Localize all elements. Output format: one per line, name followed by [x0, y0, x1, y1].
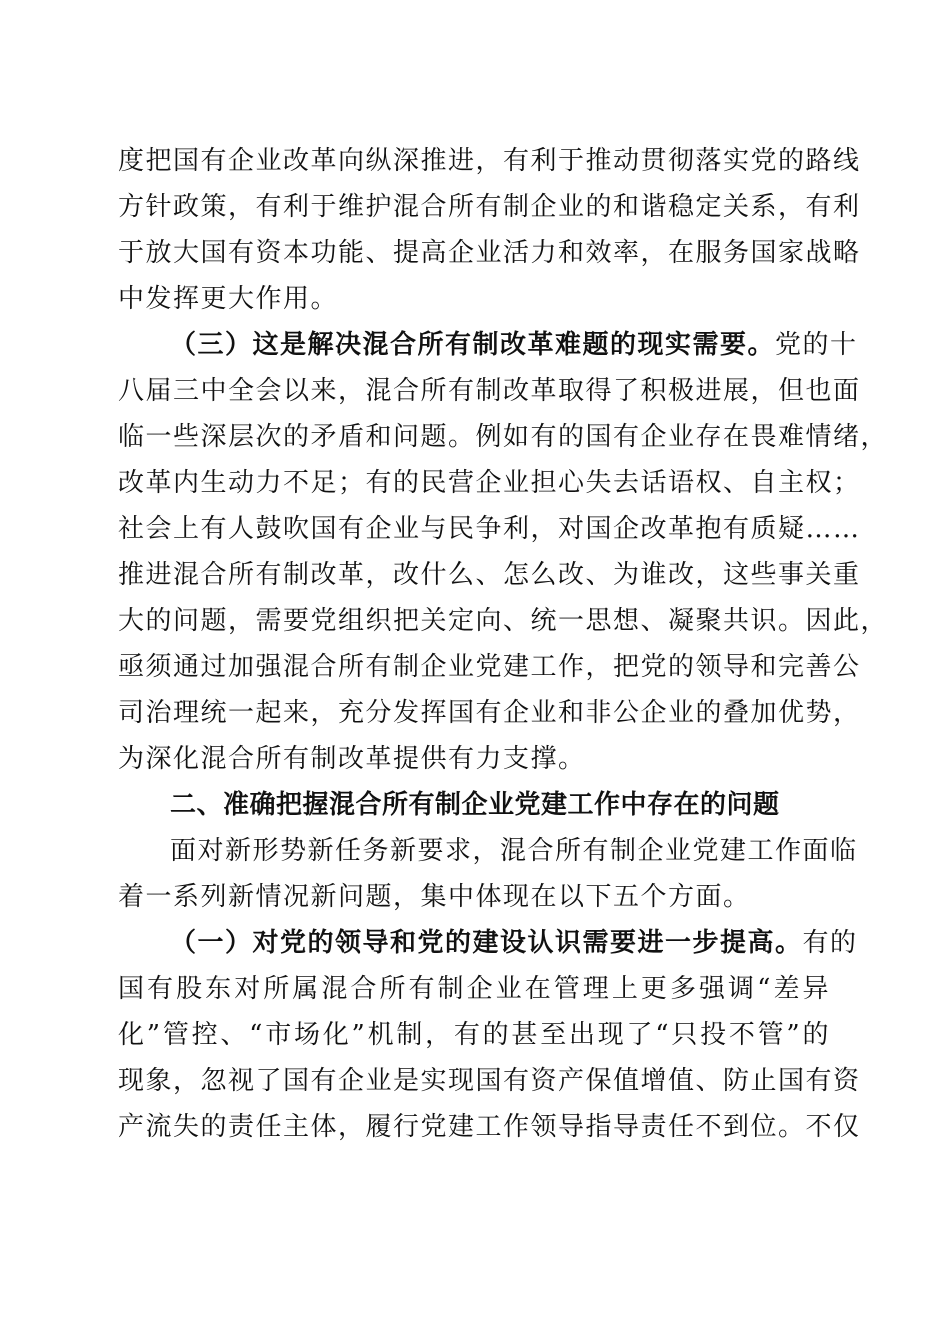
paragraph-line: 临一些深层次的矛盾和问题。例如有的国有企业存在畏难情绪， [118, 422, 889, 452]
paragraph-line: 于放大国有资本功能、提高企业活力和效率，在服务国家战略 [118, 238, 861, 268]
paragraph-line: 方针政策，有利于维护混合所有制企业的和谐稳定关系，有利 [118, 192, 861, 222]
paragraph-line: 中发挥更大作用。 [118, 284, 339, 314]
paragraph-line: 大的问题，需要党组织把关定向、统一思想、凝聚共识。因此， [118, 606, 889, 636]
paragraph-line: 司治理统一起来，充分发挥国有企业和非公企业的叠加优势， [118, 698, 861, 728]
section-3-heading: （三）这是解决混合所有制改革难题的现实需要。 [170, 330, 776, 360]
paragraph-line: 八届三中全会以来，混合所有制改革取得了积极进展，但也面 [118, 376, 861, 406]
paragraph-line: 现象，忽视了国有企业是实现国有资产保值增值、防止国有资 [118, 1066, 861, 1096]
subsection-1-heading: （一）对党的领导和党的建设认识需要进一步提高。 [170, 928, 803, 958]
paragraph-line: 改革内生动力不足；有的民营企业担心失去话语权、自主权； [118, 468, 861, 498]
paragraph-line: 亟须通过加强混合所有制企业党建工作，把党的领导和完善公 [118, 652, 861, 682]
paragraph-line: 社会上有人鼓吹国有企业与民争利，对国企改革抱有质疑…… [118, 514, 861, 544]
paragraph-line: 国有股东对所属混合所有制企业在管理上更多强调“差异 [118, 974, 830, 1004]
section-3-lead-line [170, 322, 858, 368]
paragraph-line: 产流失的责任主体，履行党建工作领导指导责任不到位。不仅 [118, 1112, 861, 1142]
section-3-lead-text: 党的十 [775, 330, 858, 360]
section-2-heading: 二、准确把握混合所有制企业党建工作中存在的问题 [170, 790, 780, 820]
paragraph-line: 度把国有企业改革向纵深推进，有利于推动贯彻落实党的路线 [118, 146, 861, 176]
paragraph-line: 着一系列新情况新问题，集中体现在以下五个方面。 [118, 882, 751, 912]
subsection-1-lead-line [170, 920, 858, 966]
subsection-1-lead-text: 有的 [802, 928, 858, 958]
paragraph-line: 面对新形势新任务新要求，混合所有制企业党建工作面临 [170, 836, 858, 866]
paragraph-line: 为深化混合所有制改革提供有力支撑。 [118, 744, 586, 774]
paragraph-line: 推进混合所有制改革，改什么、怎么改、为谁改，这些事关重 [118, 560, 861, 590]
paragraph-line: 化”管控、“市场化”机制，有的甚至出现了“只投不管”的 [118, 1020, 830, 1050]
